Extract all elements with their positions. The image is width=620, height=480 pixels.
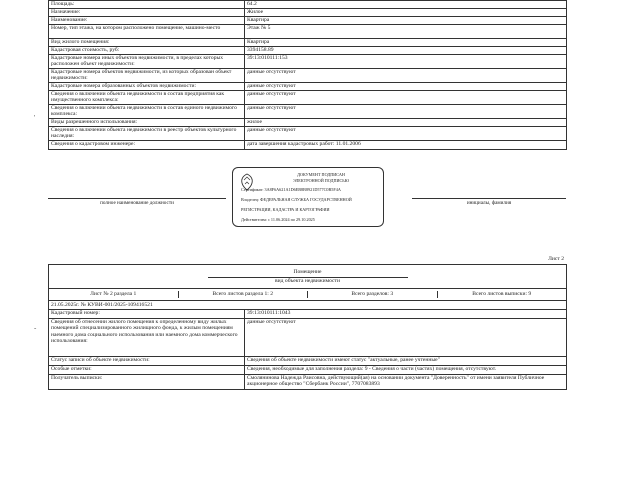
row-label: Номер, тип этажа, на котором расположено помещение, машино-место [49,25,245,38]
header-sheets-section: Всего листов раздела 1: 2 [179,291,309,297]
row-value: дата завершения кадастровых работ: 11.01.2006 [247,141,361,147]
table-row [49,17,566,25]
row-label: Особые отметки: [49,366,245,374]
row-value: Сведения, необходимые для заполнения раздела: 9 - Сведения о части (частях) помещения, отсутствуют. [247,366,497,372]
margin-mark: ' [34,114,36,122]
stamp-line-4: Владелец: ФЕДЕРАЛЬНАЯ СЛУЖБА ГОСУДАРСТВЕННОЙ [241,197,352,202]
table-row [49,9,566,17]
row-label: Вид жилого помещения: [49,39,245,46]
row-value: Квартира [247,39,270,45]
row-value: Смолянинова Надежда Раисовна, действующий(ая) на основании документа "Доверенность" от имени заявителя Публичное акционерное общество "Сбербанк России", 7707083893 [247,375,545,388]
row-value: данные отсутствуют [247,105,296,111]
row-label: Статус записи об объекте недвижимости: [49,357,245,365]
stamp-line-5: РЕГИСТРАЦИИ, КАДАСТРА И КАРТОГРАФИИ [241,207,330,212]
name-caption: инициалы, фамилия [412,198,566,206]
row-value: данные отсутствуют [247,319,296,325]
margin-mark: - [34,324,37,332]
row-label: Наименование: [49,17,245,24]
row-value: 39:13:010111:153 [247,55,288,61]
row-value: данные отсутствуют [247,127,296,133]
table-row [49,47,566,55]
table-row [49,55,566,69]
row-label: Сведения об отнесении жилого помещения к определенному виду жилых помещений специализированного жилищного фонда, к жилым помещениям наемного дома социального использования или наемного дома коммерческого использования: [49,319,245,356]
stamp-line-6: Действителен: с 11.06.2024 по 29.10.2025 [241,217,315,222]
table-row [49,127,566,141]
table-row [49,141,566,149]
row-label: Кадастровый номер: [49,310,245,318]
row-label: Сведения о кадастровом инженере: [49,141,245,149]
header-sheet: Лист № 2 раздела 1 [49,291,179,297]
row-label: Площадь: [49,1,245,8]
table-row [49,319,566,357]
row-value: Квартира [247,17,270,23]
table-row [49,83,566,91]
doc-number: 21.05.2025г. № КУВИ-001/2025-109416521 [51,301,153,308]
table-row [49,357,566,366]
table-row [49,69,566,83]
row-label: Назначение: [49,9,245,16]
table-row [49,310,566,319]
row-label: Сведения о включении объекта недвижимости в состав предприятия как имущественного комплекса: [49,91,245,104]
row-value: жилое [247,119,262,125]
table-row [49,91,566,105]
sheet-number: Лист 2 [548,256,564,262]
row-label: Кадастровые номера иных объектов недвижимости, в пределах которых расположен объект недвижимости: [49,55,245,68]
object-subtitle: вид объекта недвижимости [275,277,340,284]
row-label: Кадастровая стоимость, руб: [49,47,245,54]
sheet2-table [48,264,567,390]
row-value: Жилое [247,9,264,15]
row-label: Получатель выписки: [49,375,245,389]
row-value: данные отсутствуют [247,83,296,89]
table-row [49,1,566,9]
row-label: Сведения о включении объекта недвижимости в реестр объектов культурного наследия: [49,127,245,140]
row-value: 64.2 [247,1,257,7]
header-sections: Всего разделов: 3 [308,291,438,297]
stamp-line-1: ДОКУМЕНТ ПОДПИСАН [297,172,345,177]
table-row [49,39,566,47]
row-value: 39:13:010111:1043 [247,310,291,316]
row-value: данные отсутствуют [247,69,296,75]
row-value: данные отсутствуют [247,91,296,97]
table-row [49,119,566,127]
position-caption: полное наименование должности [48,198,226,206]
row-label: Кадастровые номера образованных объектов недвижимости: [49,83,245,90]
row-value: 3394158.89 [247,47,274,53]
electronic-signature-stamp [232,167,384,227]
table-row [49,105,566,119]
stamp-line-2: ЭЛЕКТРОННОЙ ПОДПИСЬЮ [292,178,350,183]
row-label: Виды разрешенного использования: [49,119,245,126]
table-row [49,25,566,39]
object-title: Помещение [293,269,322,276]
header-sheets-total: Всего листов выписки: 9 [472,291,532,298]
table-row [49,375,566,389]
row-label: Сведения о включении объекта недвижимости в состав единого недвижимого комплекса: [49,105,245,118]
stamp-line-3: Сертификат: 3A8F6A621A1D6EB8B8921D577C0B5F4A [241,187,341,192]
row-label: Кадастровые номера объектов недвижимости, из которых образован объект недвижимости: [49,69,245,82]
row-value: Сведения об объекте недвижимости имеют статус "актуальные, ранее учтенные" [247,357,440,363]
object-details-table [48,0,567,150]
table-row [49,366,566,375]
row-value: Этаж № 5 [247,25,271,31]
